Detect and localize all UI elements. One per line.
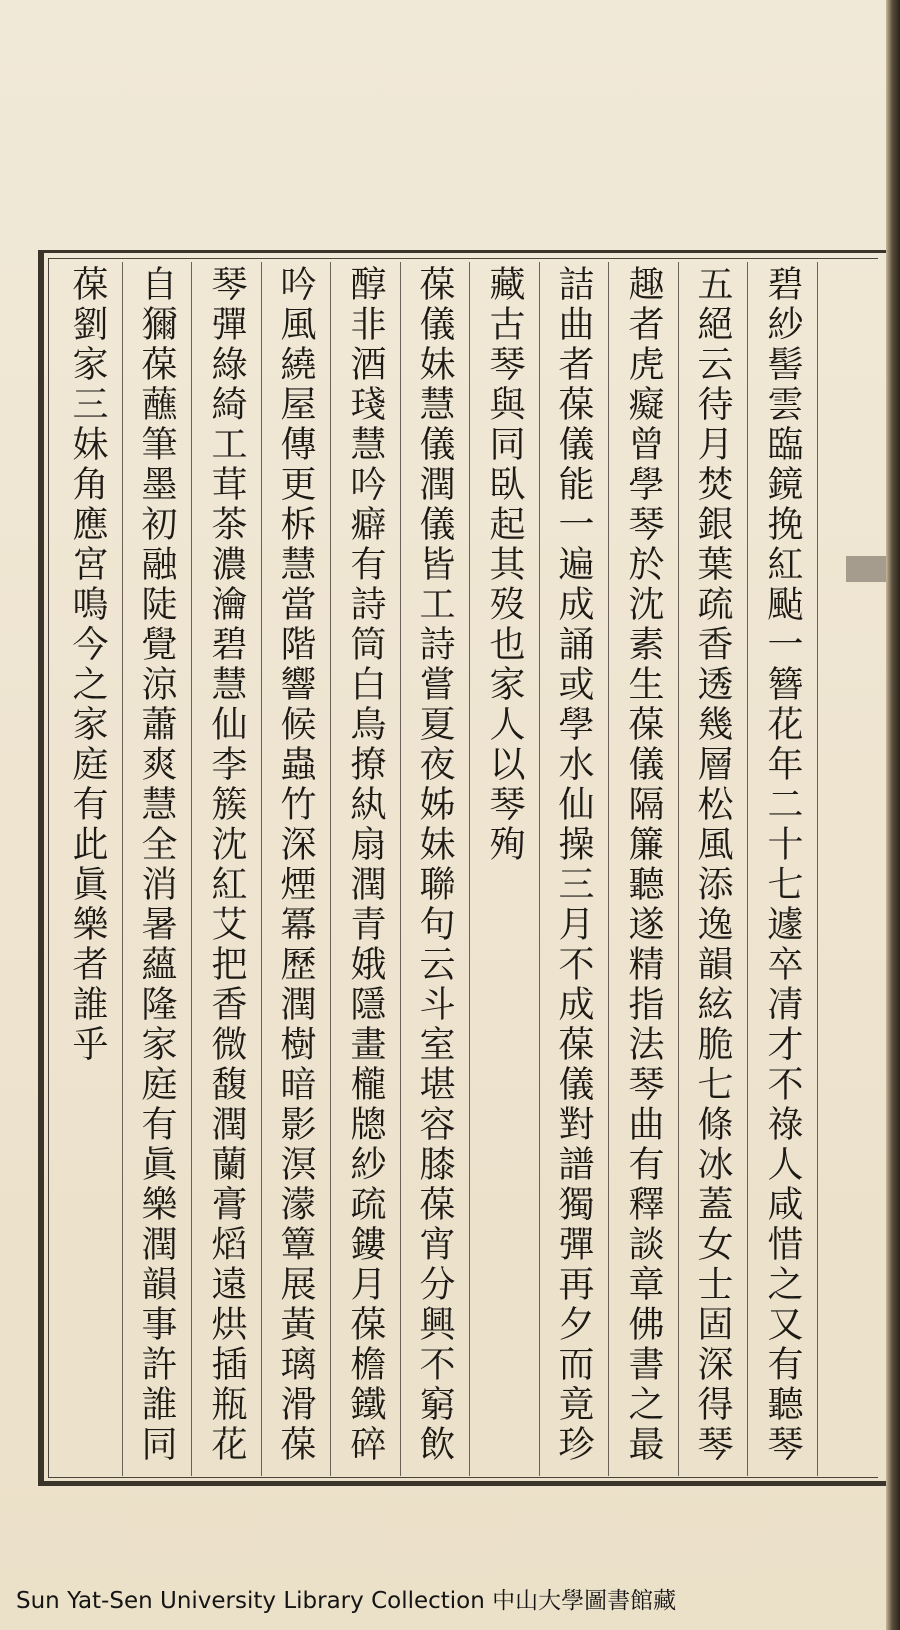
column-rule (191, 262, 192, 1476)
column-rule (539, 262, 540, 1476)
text-column-5: 藏古琴與同臥起其歿也家人以琴殉 (484, 265, 525, 865)
column-rule (608, 262, 609, 1476)
text-column-2: 五絕云待月焚銀葉疏香透幾層松風添逸韻絃脆七條冰蓋女士固深得琴 (692, 265, 733, 1465)
column-rule (817, 262, 818, 1476)
column-rule (469, 262, 470, 1476)
text-column-11: 葆劉家三妹角應宮鳴今之家庭有此眞樂者誰乎 (67, 265, 108, 1065)
text-column-4: 詰曲者葆儀能一遍成誦或學水仙操三月不成葆儀對譜獨彈再夕而竟珍 (553, 265, 594, 1465)
text-column-9: 琴彈綠綺工茸茶濃瀹碧慧仙李簇沈紅艾把香微馥潤蘭膏熖遠烘插瓶花 (206, 265, 247, 1465)
text-column-8: 吟風繞屋傳更柝慧當階響候蟲竹深煙冪歷潤樹暗影溟濛簟展黃璃滑葆 (275, 265, 316, 1465)
collection-footer: Sun Yat-Sen University Library Collection 中山大學圖書館藏 (16, 1588, 677, 1614)
text-column-6: 葆儀妹慧儀潤儀皆工詩嘗夏夜姊妹聯句云斗室堪容膝葆宵分興不窮飲 (414, 265, 455, 1465)
text-column-7: 醇非酒琖慧吟癖有詩筒白鳥撩紈扇潤青娥隱畫櫳牕紗疏鏤月葆檐鐵碎 (345, 265, 386, 1465)
column-rule (747, 262, 748, 1476)
column-rule (400, 262, 401, 1476)
column-rule (122, 262, 123, 1476)
text-column-3: 趣者虎癡曾學琴於沈素生葆儀隔簾聽遂精指法琴曲有釋談章佛書之最 (623, 265, 664, 1465)
column-rule (261, 262, 262, 1476)
column-rule (330, 262, 331, 1476)
column-rule (678, 262, 679, 1476)
text-column-10: 自獮葆蘸筆墨初融陡覺涼蕭爽慧全消暑蘊隆家庭有眞樂潤韻事許誰同 (136, 265, 177, 1465)
text-column-1: 碧紗髻雲臨鏡挽紅颭一簪花年二十七遽卒凊才不祿人咸惜之又有聽琴 (762, 265, 803, 1465)
book-spine (886, 0, 900, 1630)
